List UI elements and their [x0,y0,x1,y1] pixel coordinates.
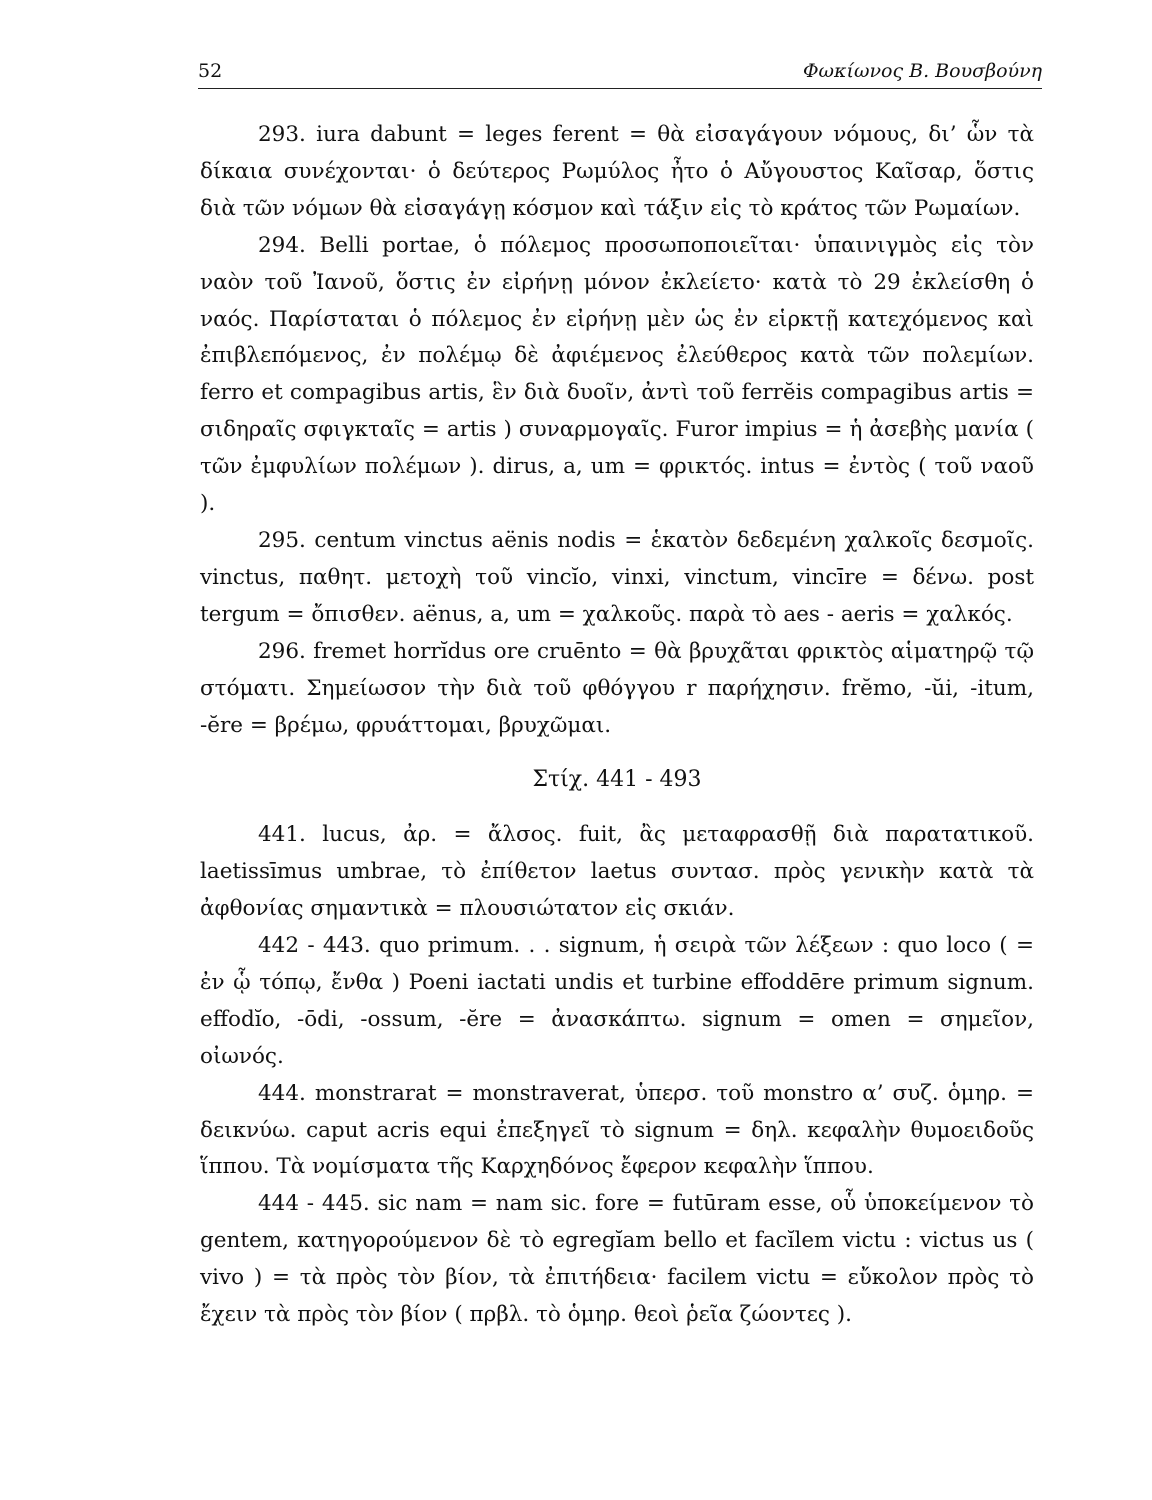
note-paragraph: 441. lucus, ἀρ. = ἄλσος. fuit, ἂς μεταφρασθῇ διὰ παρατατικοῦ. laetissīmus umbrae, τὸ ἐπίθετον laetus συντασ. πρὸς γενικὴν κατὰ τὰ ἀφθονίας σημαντικὰ = πλουσιώτατον εἰς σκιάν. [200,822,1034,922]
running-header [198,60,1042,89]
note-paragraph: 444 - 445. sic nam = nam sic. fore = futūram esse, οὗ ὑποκείμενον τὸ gentem, κατηγορούμενον δὲ τὸ egregĭam bello et facĭlem victu : victus us ( vivo ) = τὰ πρὸς τὸν βίον, τὰ ἐπιτήδεια· facilem victu = εὔκολον πρὸς τὸ ἔχειν τὰ πρὸς τὸν βίον ( πρβλ. τὸ ὁμηρ. θεοὶ ῥεῖα ζώοντες ). [200,1191,1034,1328]
page-number: 52 [198,60,223,82]
section-title: Στίχ. 441 - 493 [532,767,702,793]
note-paragraph: 295. centum vinctus aënis nodis = ἑκατὸν δεδεμένη χαλκοῖς δεσμοῖς. vinctus, παθητ. μετοχὴ τοῦ vincĭo, vinxi, vinctum, vincīre = δένω. post tergum = ὄπισθεν. aënus, a, um = χαλκοῦς. παρὰ τὸ aes - aeris = χαλκός. [200,527,1034,627]
running-title: Φωκίωνος Β. Βουσβούνη [802,60,1042,82]
note-paragraph: 294. Belli portae, ὁ πόλεμος προσωποποιεῖται· ὑπαινιγμὸς εἰς τὸν ναὸν τοῦ Ἰανοῦ, ὅστις ἐν εἰρήνῃ μόνον ἐκλείετο· κατὰ τὸ 29 ἐκλείσθη ὁ ναός. Παρίσταται ὁ πόλεμος ἐν εἰρήνῃ μὲν ὡς ἐν εἱρκτῇ κατεχόμενος καὶ ἐπιβλεπόμενος, ἐν πολέμῳ δὲ ἀφιέμενος ἐλεύθερος κατὰ τῶν πολεμίων. ferro et compagibus artis, ἓν διὰ δυοῖν, ἀντὶ τοῦ ferrĕis compagibus artis = σιδηραῖς σφιγκταῖς = artis ) συναρμογαῖς. Furor impius = ἡ ἀσεβὴς μανία ( τῶν ἐμφυλίων πολέμων ). dirus, a, um = φρικτός. intus = ἐντὸς ( τοῦ ναοῦ ). [200,232,1034,517]
note-paragraph: 293. iura dabunt = leges ferent = θὰ εἰσαγάγουν νόμους, δι’ ὧν τὰ δίκαια συνέχονται· ὁ δεύτερος Ρωμύλος ἦτο ὁ Αὔγουστος Καῖσαρ, ὅστις διὰ τῶν νόμων θὰ εἰσαγάγῃ κόσμον καὶ τάξιν εἰς τὸ κράτος τῶν Ρωμαίων. [200,122,1034,221]
note-paragraph: 444. monstrarat = monstraverat, ὑπερσ. τοῦ monstro α’ συζ. ὁμηρ. = δεικνύω. caput acris equi ἐπεξηγεῖ τὸ signum = δηλ. κεφαλὴν θυμοειδοῦς ἵππου. Τὰ νομίσματα τῆς Καρχηδόνος ἔφερον κεφαλὴν ἵππου. [200,1080,1034,1180]
commentary-body [200,117,1034,1334]
note-paragraph: 296. fremet horrĭdus ore cruēnto = θὰ βρυχᾶται φρικτὸς αἱματηρῷ τῷ στόματι. Σημείωσον τὴν διὰ τοῦ φθόγγου r παρήχησιν. frĕmo, -ŭi, -itum, -ĕre = βρέμω, φρυάττομαι, βρυχῶμαι. [200,638,1034,738]
note-paragraph: 442 - 443. quo primum. . . signum, ἡ σειρὰ τῶν λέξεων : quo loco ( = ἐν ᾧ τόπῳ, ἔνθα ) Poeni iactati undis et turbine effoddēre primum signum. effodĭo, -ōdi, -ossum, -ĕre = ἀνασκάπτω. signum = omen = σημεῖον, οἰωνός. [200,933,1034,1069]
